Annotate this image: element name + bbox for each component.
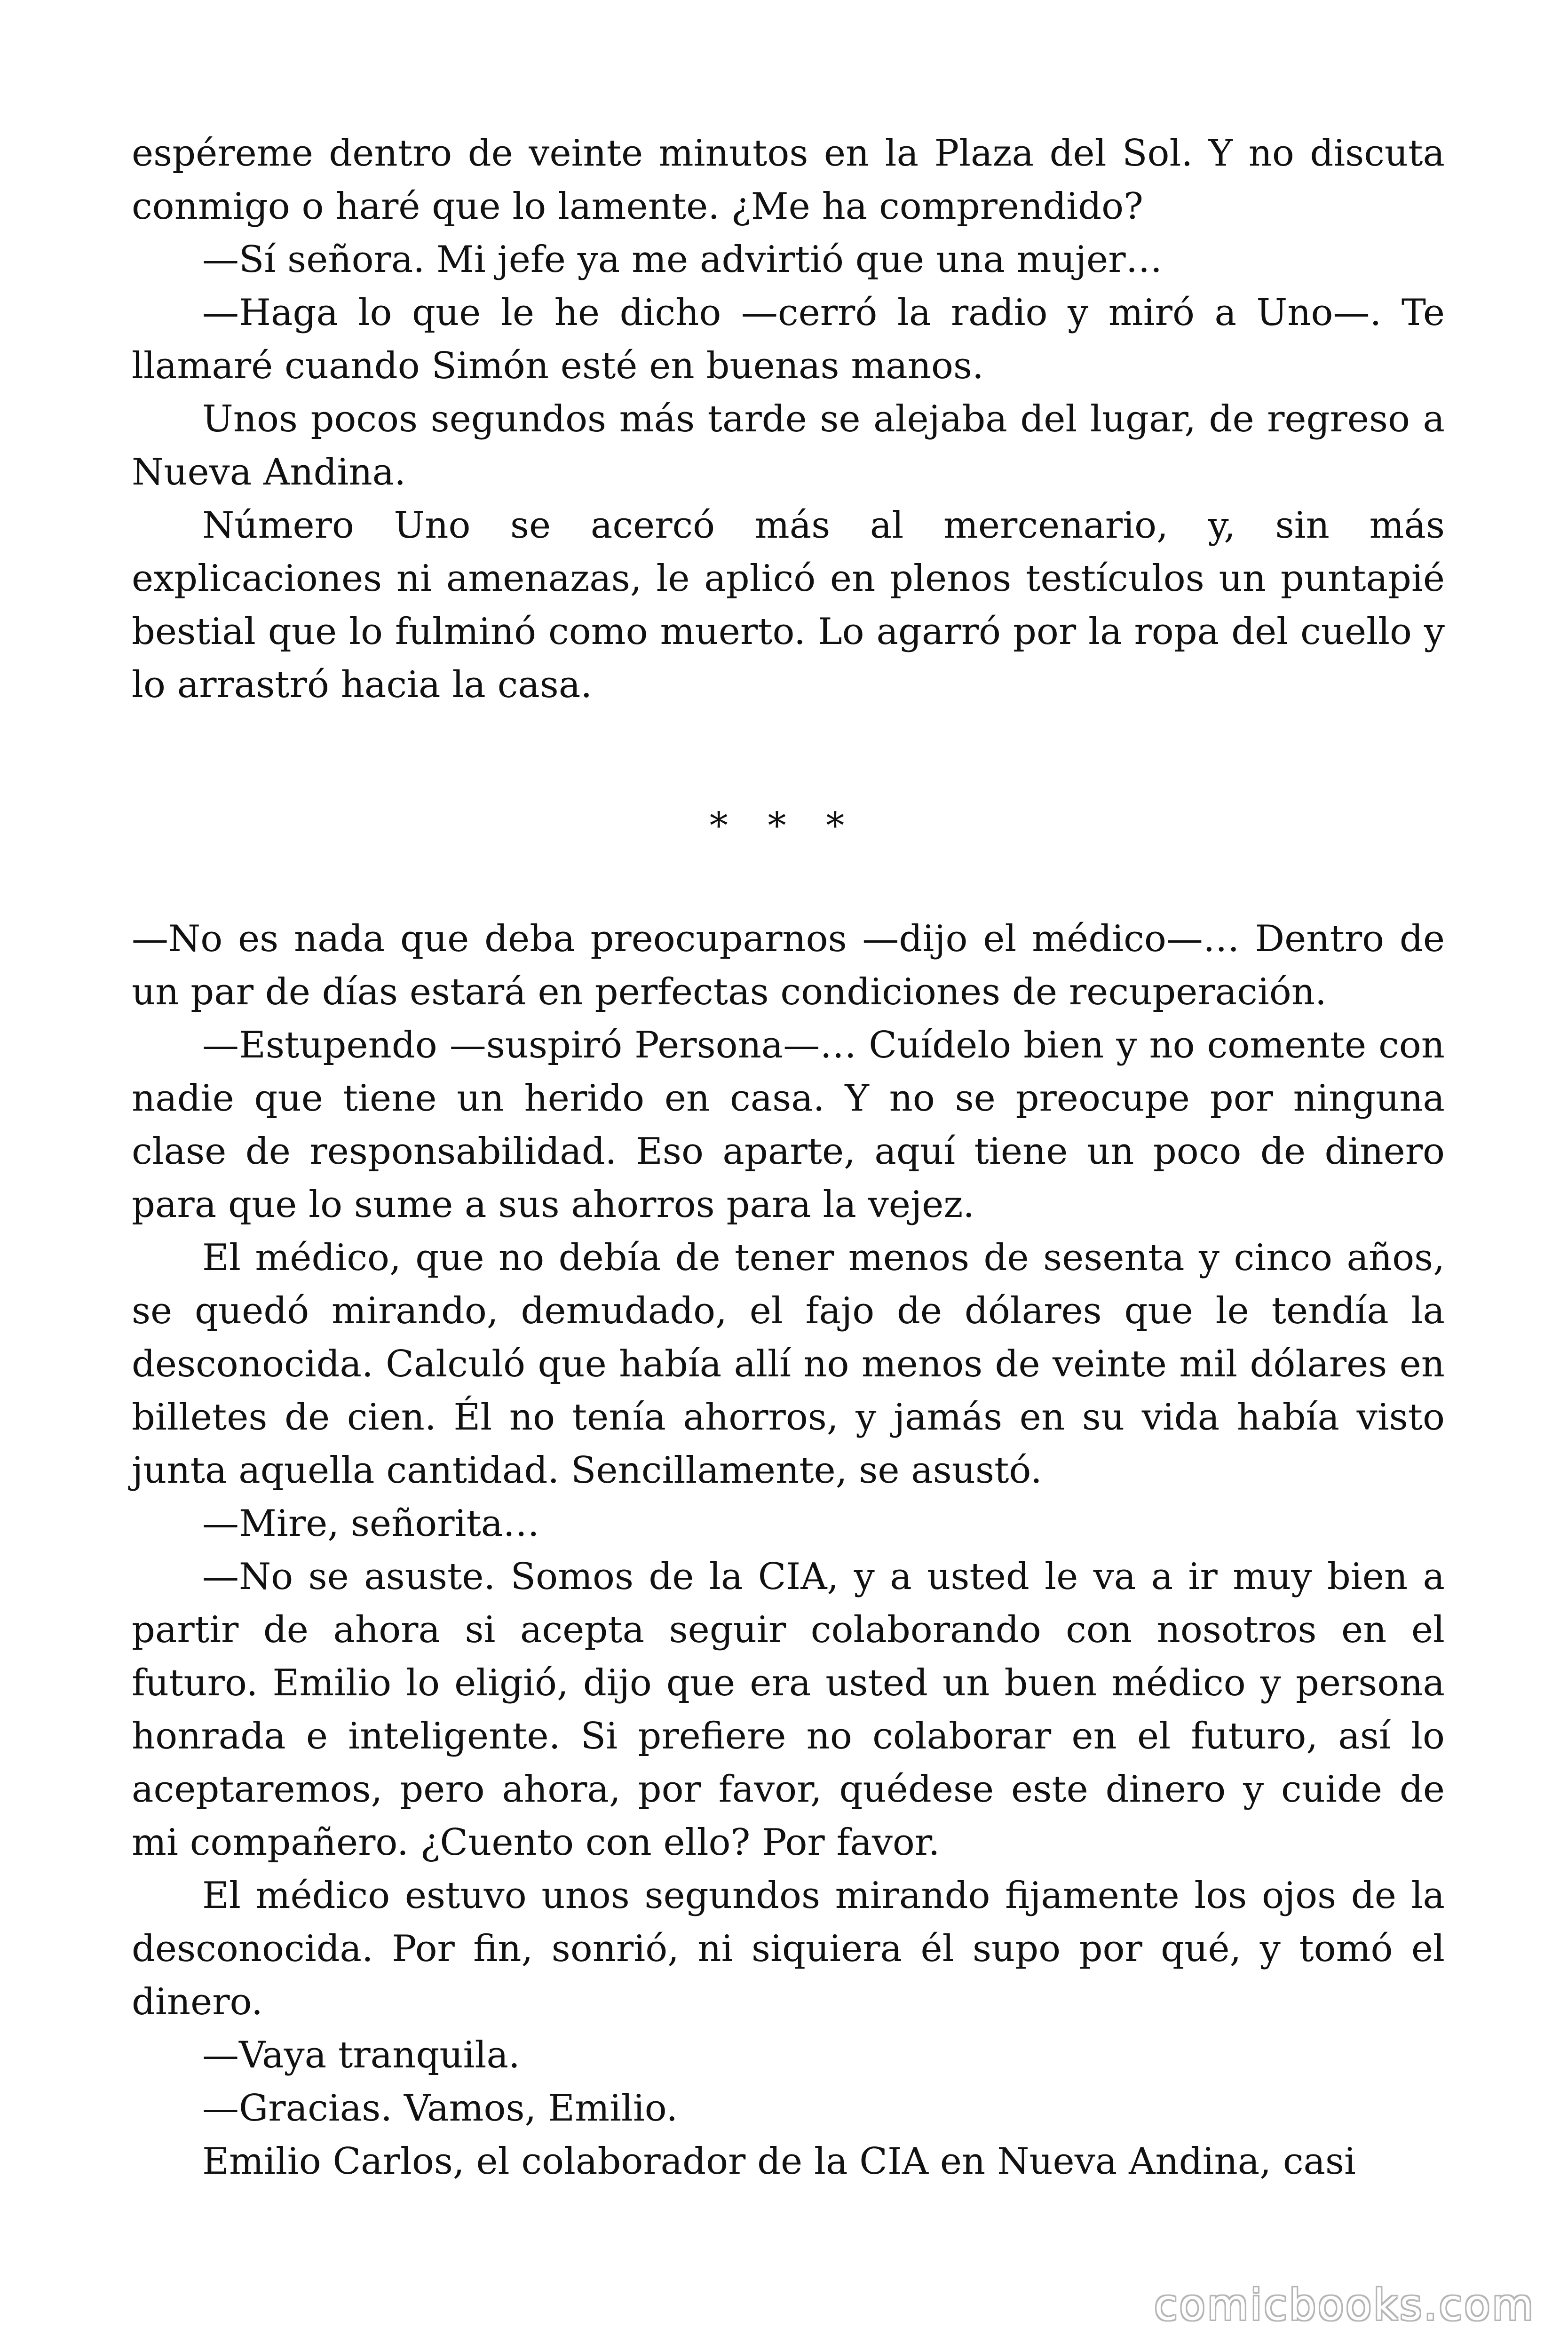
paragraph: —Vaya tranquila.: [202, 2034, 520, 2076]
paragraph: —Haga lo que le he dicho —cerró la radio y miró a Uno—. Te llamaré cuando Simón esté en buenas manos.: [132, 292, 1445, 387]
paragraph: —Estupendo —suspiró Persona—… Cuídelo bien y no comente con nadie que tiene un herido en casa. Y no se preocupe por ninguna clase de responsabilidad. Eso aparte, aquí tiene un poco de dinero para que lo sume a sus ahorros para la vejez.: [132, 1024, 1445, 1226]
paragraph: —Mire, señorita…: [202, 1502, 540, 1545]
paragraph: Número Uno se acercó más al mercenario, y, sin más explicaciones ni amenazas, le aplicó en plenos testículos un puntapié bestial que lo fulminó como muerto. Lo agarró por la ropa del cuello y lo arrastró hacia la casa.: [132, 504, 1445, 706]
paragraph: Emilio Carlos, el colaborador de la CIA en Nueva Andina, casi: [202, 2140, 1356, 2183]
paragraph: El médico, que no debía de tener menos de sesenta y cinco años, se quedó mirando, demudado, el fajo de dólares que le tendía la desconocida. Calculó que había allí no menos de veinte mil dólares en billetes de cien. Él no tenía ahorros, y jamás en su vida había visto junta aquella cantidad. Sencillamente, se asustó.: [132, 1237, 1445, 1492]
paragraph: —Gracias. Vamos, Emilio.: [202, 2087, 678, 2130]
text-section-2: [132, 913, 1445, 2188]
paragraph: El médico estuvo unos segundos mirando fijamente los ojos de la desconocida. Por fin, sonrió, ni siquiera él supo por qué, y tomó el dinero.: [132, 1875, 1445, 2023]
paragraph: —Sí señora. Mi jefe ya me advirtió que una mujer…: [202, 238, 1163, 281]
paragraph: —No se asuste. Somos de la CIA, y a usted le va a ir muy bien a partir de ahora si acepta seguir colaborando con nosotros en el futuro. Emilio lo eligió, dijo que era usted un buen médico y persona honrada e inteligente. Si prefiere no colaborar en el futuro, así lo aceptaremos, pero ahora, por favor, quédese este dinero y cuide de mi compañero. ¿Cuento con ello? Por favor.: [132, 1556, 1445, 1864]
paragraph: —No es nada que deba preocuparnos —dijo el médico—… Dentro de un par de días estará en perfectas condiciones de recuperación.: [132, 918, 1445, 1013]
scene-break-separator: * * *: [709, 805, 859, 847]
text-section-1: [132, 127, 1445, 712]
paragraph: Unos pocos segundos más tarde se alejaba del lugar, de regreso a Nueva Andina.: [132, 398, 1445, 493]
paragraph: espéreme dentro de veinte minutos en la Plaza del Sol. Y no discuta conmigo o haré que lo lamente. ¿Me ha comprendido?: [132, 132, 1445, 228]
site-watermark: comicbooks.com: [1154, 2280, 1535, 2330]
